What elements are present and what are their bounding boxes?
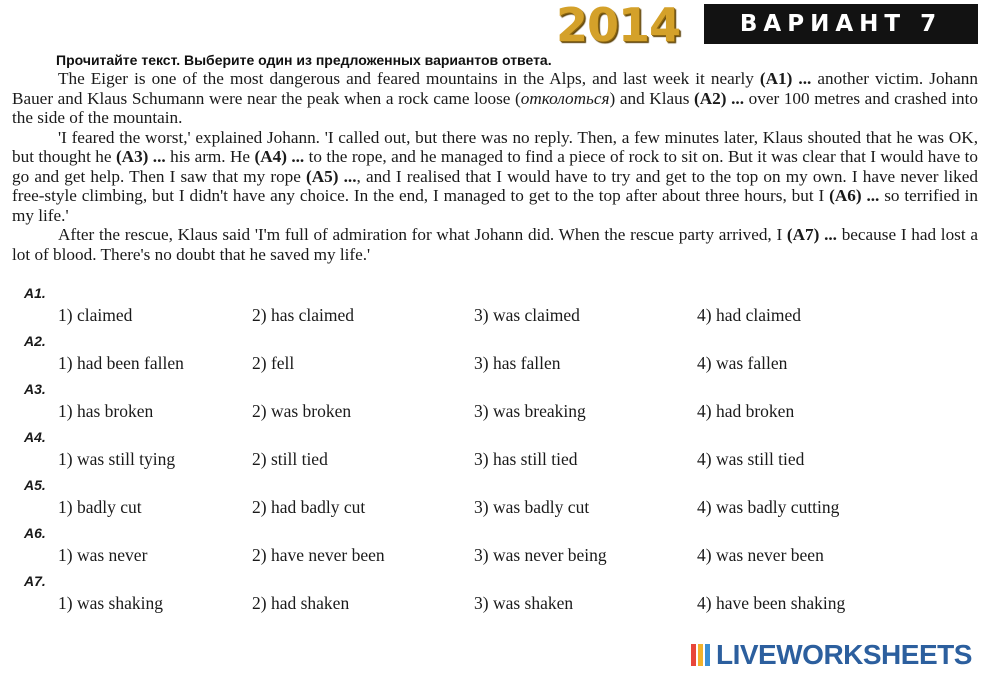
option-a4-2[interactable]: 2) still tied (252, 449, 328, 469)
option-a6-2[interactable]: 2) have never been (252, 545, 385, 565)
gloss-word: отколоться (520, 88, 610, 108)
option-a7-2[interactable]: 2) had shaken (252, 593, 350, 613)
gap-a3: (A3) ... (115, 147, 166, 166)
gap-a1: (A1) ... (759, 69, 812, 88)
question-label-a6: A6. (24, 525, 46, 541)
gap-a5: (A5) ... (306, 166, 357, 186)
question-label-a3: A3. (24, 381, 46, 397)
option-a6-1[interactable]: 1) was never (58, 545, 148, 565)
option-a1-3[interactable]: 3) was claimed (474, 305, 580, 325)
passage-paragraph-3: After the rescue, Klaus said 'I'm full of admiration for what Johann did. When the rescue party arrived, I (A7) ... because I had lost a lot of blood. There's no doubt that he saved my life.' (12, 225, 978, 264)
gap-a7: (A7) ... (786, 225, 837, 244)
option-a5-2[interactable]: 2) had badly cut (252, 497, 366, 517)
question-label-a7: A7. (24, 573, 46, 589)
option-a3-1[interactable]: 1) has broken (58, 401, 154, 421)
gap-a4: (A4) ... (254, 147, 305, 166)
task-instruction: Прочитайте текст. Выберите один из предложенных вариантов ответа. (56, 52, 552, 68)
option-a2-3[interactable]: 3) has fallen (474, 353, 561, 373)
question-label-a5: A5. (24, 477, 46, 493)
option-a3-3[interactable]: 3) was breaking (474, 401, 586, 421)
passage-paragraph-2: 'I feared the worst,' explained Johann. 'I called out, but there was no reply. Then, a few minutes later, Klaus shouted that he was OK, but thought he (A3) ... his arm. He (A4) ... to the rope, and he managed to find a piece of rock to sit on. But it was clear that I would have to go and get help. Then I saw that my rope (A5) ..., and I realised that I would have to try and get to the top on my own. I have never liked free-style climbing, but I didn't have any choice. In the end, I managed to get to the top after about three hours, but I (A6) ... so terrified in my life.' (12, 127, 978, 225)
option-a5-4[interactable]: 4) was badly cutting (697, 497, 840, 517)
option-a1-4[interactable]: 4) had claimed (697, 305, 801, 325)
option-a7-4[interactable]: 4) have been shaking (697, 593, 846, 613)
reading-passage (12, 69, 978, 264)
question-label-a2: A2. (24, 333, 46, 349)
option-a2-4[interactable]: 4) was fallen (697, 353, 788, 373)
liveworksheets-logo-icon (690, 642, 712, 668)
option-a5-1[interactable]: 1) badly cut (58, 497, 142, 517)
question-label-a4: A4. (24, 429, 46, 445)
option-a4-4[interactable]: 4) was still tied (697, 449, 805, 469)
liveworksheets-logo (690, 640, 972, 670)
passage-paragraph-1: The Eiger is one of the most dangerous and feared mountains in the Alps, and last week it nearly (A1) ... another victim. Johann Bauer and Klaus Schumann were near the peak when a rock came loose (отколоться) and Klaus (A2) ... over 100 metres and crashed into the side of the mountain. (12, 69, 978, 127)
option-a1-2[interactable]: 2) has claimed (252, 305, 355, 325)
question-label-a1: A1. (24, 285, 46, 301)
option-a4-1[interactable]: 1) was still tying (58, 449, 176, 469)
option-a7-1[interactable]: 1) was shaking (58, 593, 163, 613)
variant-banner: ВАРИАНТ 7 (704, 4, 978, 44)
option-a6-4[interactable]: 4) was never been (697, 545, 824, 565)
gap-a2: (A2) ... (694, 88, 745, 108)
liveworksheets-logo-text: LIVEWORKSHEETS (716, 639, 972, 670)
option-a7-3[interactable]: 3) was shaken (474, 593, 574, 613)
option-a2-1[interactable]: 1) had been fallen (58, 353, 184, 373)
option-a3-4[interactable]: 4) had broken (697, 401, 795, 421)
option-a5-3[interactable]: 3) was badly cut (474, 497, 590, 517)
gap-a6: (A6) ... (829, 186, 880, 205)
option-a2-2[interactable]: 2) fell (252, 353, 295, 373)
option-a3-2[interactable]: 2) was broken (252, 401, 352, 421)
option-a1-1[interactable]: 1) claimed (58, 305, 133, 325)
option-a6-3[interactable]: 3) was never being (474, 545, 607, 565)
option-a4-3[interactable]: 3) has still tied (474, 449, 578, 469)
year-banner: 2014 (556, 0, 681, 52)
